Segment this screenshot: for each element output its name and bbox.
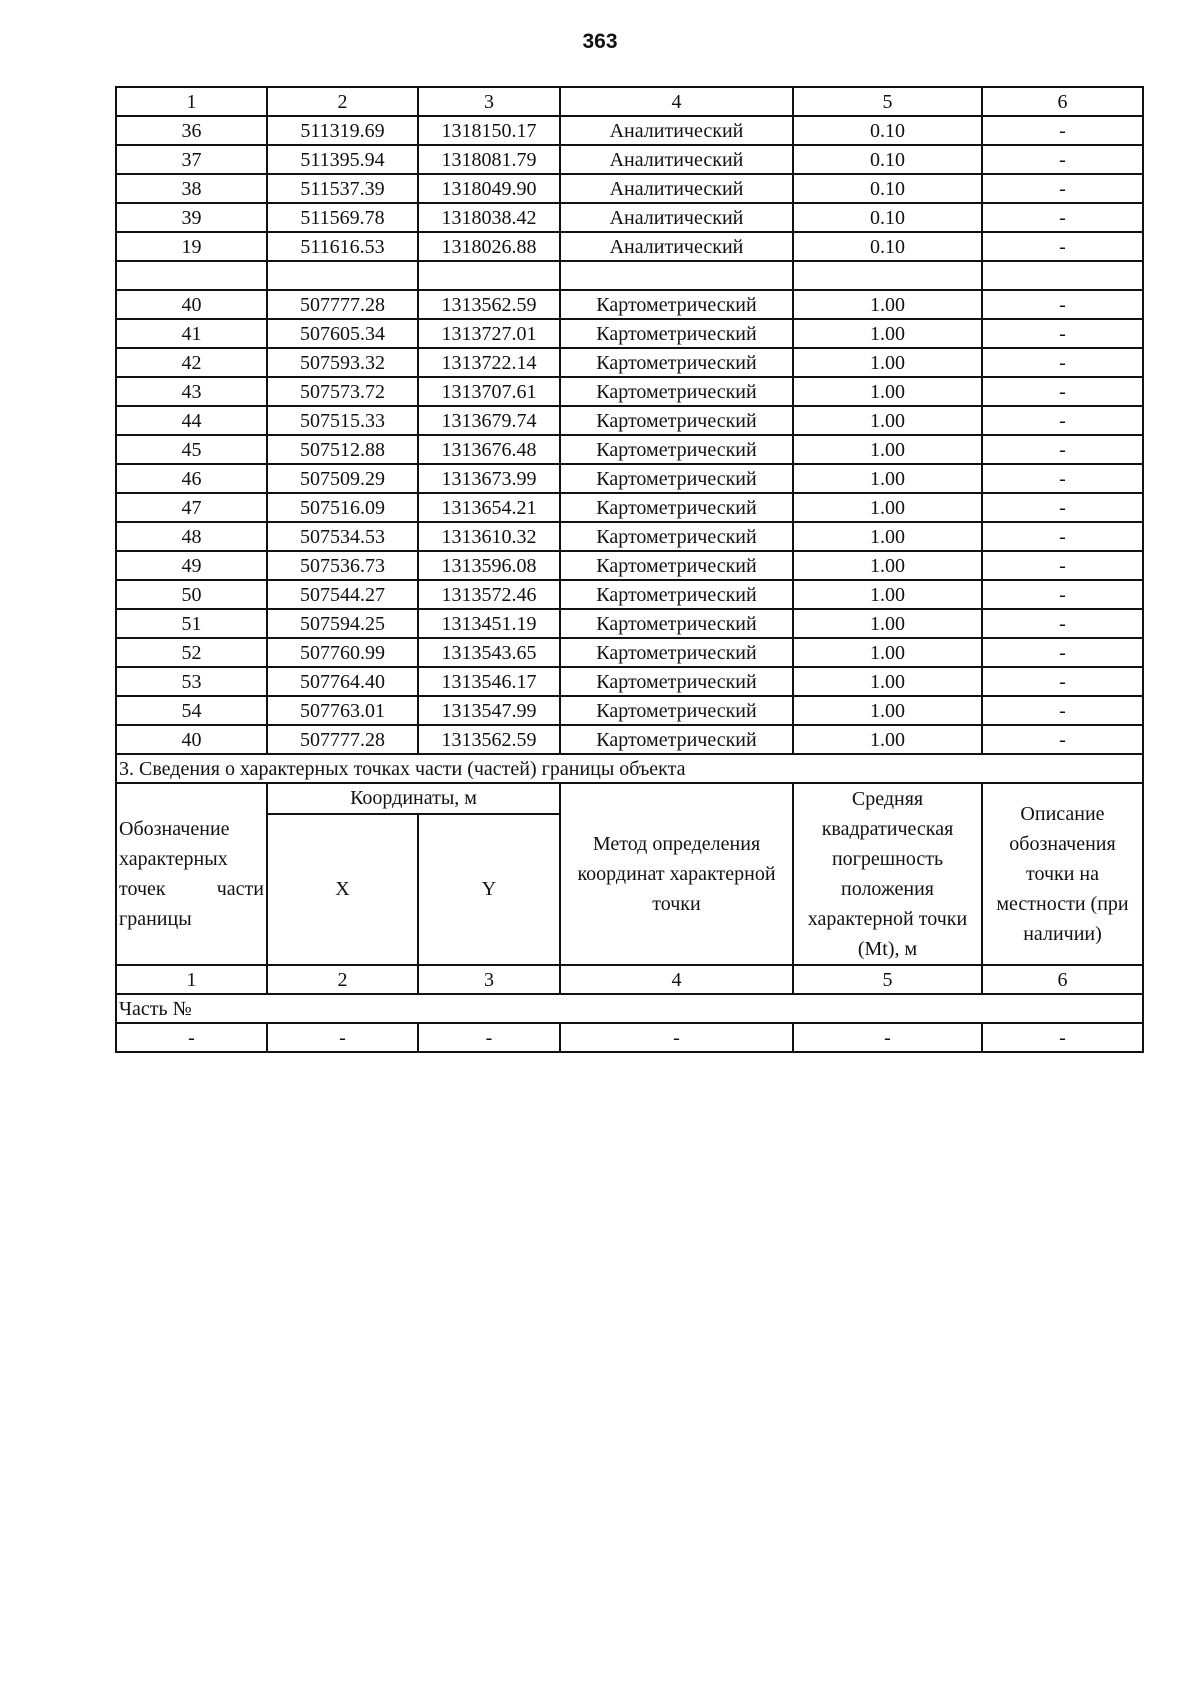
column-number: 2 bbox=[267, 87, 418, 116]
table-cell: Аналитический bbox=[560, 116, 793, 145]
table-cell: 52 bbox=[116, 638, 267, 667]
table-cell: Картометрический bbox=[560, 348, 793, 377]
table-cell: 43 bbox=[116, 377, 267, 406]
table-cell: 46 bbox=[116, 464, 267, 493]
table-row bbox=[116, 290, 1143, 319]
table-cell: 1313546.17 bbox=[418, 667, 560, 696]
table-cell: Картометрический bbox=[560, 493, 793, 522]
column-number: 4 bbox=[560, 87, 793, 116]
table-cell: - bbox=[982, 464, 1143, 493]
table-cell: 0.10 bbox=[793, 145, 982, 174]
table-cell: 507593.32 bbox=[267, 348, 418, 377]
table-cell: 1318081.79 bbox=[418, 145, 560, 174]
table-cell: 1313676.48 bbox=[418, 435, 560, 464]
table-cell: - bbox=[982, 116, 1143, 145]
table-cell: 45 bbox=[116, 435, 267, 464]
table-cell: - bbox=[982, 725, 1143, 754]
table-cell: 511537.39 bbox=[267, 174, 418, 203]
table-cell: 1313547.99 bbox=[418, 696, 560, 725]
table-cell: 1.00 bbox=[793, 551, 982, 580]
column-number: 3 bbox=[418, 87, 560, 116]
method-header: Метод определения координат характерной точки bbox=[560, 783, 793, 965]
table-cell: 48 bbox=[116, 522, 267, 551]
table-cell: 1.00 bbox=[793, 319, 982, 348]
table-cell: 38 bbox=[116, 174, 267, 203]
table-cell: Картометрический bbox=[560, 464, 793, 493]
table-row bbox=[116, 406, 1143, 435]
block1-rows bbox=[116, 116, 1143, 261]
table-cell: 1313610.32 bbox=[418, 522, 560, 551]
table-cell: 1313562.59 bbox=[418, 290, 560, 319]
table-cell: 19 bbox=[116, 232, 267, 261]
table-cell: 0.10 bbox=[793, 116, 982, 145]
table-cell: Аналитический bbox=[560, 232, 793, 261]
table-row bbox=[116, 145, 1143, 174]
table-cell: Картометрический bbox=[560, 406, 793, 435]
table-cell: - bbox=[982, 406, 1143, 435]
table-cell: 511395.94 bbox=[267, 145, 418, 174]
table-cell: Картометрический bbox=[560, 522, 793, 551]
table-cell: Аналитический bbox=[560, 174, 793, 203]
table-row bbox=[116, 116, 1143, 145]
table-cell: Аналитический bbox=[560, 203, 793, 232]
table-cell: Картометрический bbox=[560, 667, 793, 696]
table-cell: 1313654.21 bbox=[418, 493, 560, 522]
table-cell: 1318038.42 bbox=[418, 203, 560, 232]
table-cell: 507516.09 bbox=[267, 493, 418, 522]
table-cell: 40 bbox=[116, 290, 267, 319]
table-cell: 47 bbox=[116, 493, 267, 522]
empty-cell bbox=[560, 261, 793, 290]
table-cell: - bbox=[982, 203, 1143, 232]
table-cell: 511319.69 bbox=[267, 116, 418, 145]
part-cell: - bbox=[267, 1023, 418, 1052]
error-header: Средняя квадратическая погрешность положения характерной точки (Mt), м bbox=[793, 783, 982, 965]
part-label: Часть № bbox=[116, 994, 1143, 1023]
y-header: Y bbox=[418, 814, 560, 965]
table-cell: 1.00 bbox=[793, 725, 982, 754]
coordinates-table bbox=[115, 86, 1144, 1053]
table-row bbox=[116, 667, 1143, 696]
table-row bbox=[116, 435, 1143, 464]
table-row bbox=[116, 638, 1143, 667]
table-cell: 507544.27 bbox=[267, 580, 418, 609]
column-number: 4 bbox=[560, 965, 793, 994]
block2-rows bbox=[116, 290, 1143, 754]
table-cell: 1.00 bbox=[793, 377, 982, 406]
column-number: 3 bbox=[418, 965, 560, 994]
table-cell: 1318150.17 bbox=[418, 116, 560, 145]
empty-cell bbox=[267, 261, 418, 290]
empty-cell bbox=[116, 261, 267, 290]
table-cell: 507777.28 bbox=[267, 290, 418, 319]
empty-separator-row bbox=[116, 261, 1143, 290]
table-row bbox=[116, 522, 1143, 551]
empty-cell bbox=[418, 261, 560, 290]
table-row bbox=[116, 551, 1143, 580]
table-cell: 507536.73 bbox=[267, 551, 418, 580]
column-number-row bbox=[116, 87, 1143, 116]
table-cell: - bbox=[982, 609, 1143, 638]
table-cell: 1313679.74 bbox=[418, 406, 560, 435]
table-cell: - bbox=[982, 667, 1143, 696]
table-cell: 1.00 bbox=[793, 580, 982, 609]
table-cell: 1.00 bbox=[793, 696, 982, 725]
table-cell: 507605.34 bbox=[267, 319, 418, 348]
table-cell: Картометрический bbox=[560, 290, 793, 319]
table-cell: 511569.78 bbox=[267, 203, 418, 232]
table-cell: 1.00 bbox=[793, 406, 982, 435]
table-cell: 1318026.88 bbox=[418, 232, 560, 261]
table-row bbox=[116, 493, 1143, 522]
table-cell: 1.00 bbox=[793, 609, 982, 638]
table-cell: Картометрический bbox=[560, 725, 793, 754]
part-cell: - bbox=[116, 1023, 267, 1052]
table-row bbox=[116, 174, 1143, 203]
table-cell: 1.00 bbox=[793, 638, 982, 667]
table-cell: 507777.28 bbox=[267, 725, 418, 754]
empty-cell bbox=[982, 261, 1143, 290]
table-cell: 0.10 bbox=[793, 174, 982, 203]
table-cell: - bbox=[982, 580, 1143, 609]
table-cell: - bbox=[982, 348, 1143, 377]
table-cell: Картометрический bbox=[560, 580, 793, 609]
table-cell: 1.00 bbox=[793, 348, 982, 377]
table-cell: - bbox=[982, 377, 1143, 406]
part-data-row bbox=[116, 1023, 1143, 1052]
table-cell: - bbox=[982, 290, 1143, 319]
part-label-row bbox=[116, 994, 1143, 1023]
table-cell: 507764.40 bbox=[267, 667, 418, 696]
table-cell: 40 bbox=[116, 725, 267, 754]
table-cell: 1313451.19 bbox=[418, 609, 560, 638]
table-row bbox=[116, 464, 1143, 493]
table-cell: 1.00 bbox=[793, 435, 982, 464]
designation-header: Обозначение характерных точек части границы bbox=[116, 783, 267, 965]
section3-header-row bbox=[116, 783, 1143, 814]
section3-title-row bbox=[116, 754, 1143, 783]
table-cell: 1313722.14 bbox=[418, 348, 560, 377]
table-row bbox=[116, 348, 1143, 377]
table-cell: Картометрический bbox=[560, 638, 793, 667]
table-row bbox=[116, 725, 1143, 754]
table-cell: - bbox=[982, 435, 1143, 464]
table-cell: 507594.25 bbox=[267, 609, 418, 638]
table-cell: Картометрический bbox=[560, 551, 793, 580]
table-cell: 1313727.01 bbox=[418, 319, 560, 348]
part-cell: - bbox=[418, 1023, 560, 1052]
table-cell: 507509.29 bbox=[267, 464, 418, 493]
table-cell: 1313707.61 bbox=[418, 377, 560, 406]
table-cell: 53 bbox=[116, 667, 267, 696]
table-cell: - bbox=[982, 638, 1143, 667]
table-row bbox=[116, 232, 1143, 261]
table-cell: Картометрический bbox=[560, 609, 793, 638]
part-cell: - bbox=[982, 1023, 1143, 1052]
table-cell: 54 bbox=[116, 696, 267, 725]
table-cell: - bbox=[982, 696, 1143, 725]
table-cell: - bbox=[982, 174, 1143, 203]
table-row bbox=[116, 696, 1143, 725]
table-cell: Картометрический bbox=[560, 377, 793, 406]
table-cell: 507534.53 bbox=[267, 522, 418, 551]
table-cell: 44 bbox=[116, 406, 267, 435]
table-cell: Картометрический bbox=[560, 319, 793, 348]
table-row bbox=[116, 609, 1143, 638]
column-number: 5 bbox=[793, 965, 982, 994]
section3-column-number-row bbox=[116, 965, 1143, 994]
table-cell: Аналитический bbox=[560, 145, 793, 174]
section3-title: 3. Сведения о характерных точках части (частей) границы объекта bbox=[116, 754, 1143, 783]
table-cell: 36 bbox=[116, 116, 267, 145]
table-cell: - bbox=[982, 493, 1143, 522]
table-cell: 51 bbox=[116, 609, 267, 638]
page-number: 363 bbox=[582, 30, 618, 53]
table-cell: 39 bbox=[116, 203, 267, 232]
table-cell: 49 bbox=[116, 551, 267, 580]
table-cell: 41 bbox=[116, 319, 267, 348]
table-row bbox=[116, 377, 1143, 406]
table-cell: 1.00 bbox=[793, 667, 982, 696]
table-cell: - bbox=[982, 145, 1143, 174]
table-cell: 507512.88 bbox=[267, 435, 418, 464]
table-cell: 507763.01 bbox=[267, 696, 418, 725]
table-cell: Картометрический bbox=[560, 435, 793, 464]
part-cell: - bbox=[560, 1023, 793, 1052]
table-cell: 1.00 bbox=[793, 290, 982, 319]
table-cell: 1313596.08 bbox=[418, 551, 560, 580]
table-cell: - bbox=[982, 551, 1143, 580]
table-cell: 1313673.99 bbox=[418, 464, 560, 493]
coordinates-header: Координаты, м bbox=[267, 783, 560, 814]
table-cell: - bbox=[982, 522, 1143, 551]
table-cell: 37 bbox=[116, 145, 267, 174]
table-cell: Картометрический bbox=[560, 696, 793, 725]
column-number: 1 bbox=[116, 965, 267, 994]
table-cell: 1313572.46 bbox=[418, 580, 560, 609]
column-number: 1 bbox=[116, 87, 267, 116]
column-number: 6 bbox=[982, 965, 1143, 994]
table-cell: 507573.72 bbox=[267, 377, 418, 406]
table-cell: 511616.53 bbox=[267, 232, 418, 261]
column-number: 2 bbox=[267, 965, 418, 994]
table-cell: 1313543.65 bbox=[418, 638, 560, 667]
table-cell: 1318049.90 bbox=[418, 174, 560, 203]
table-cell: - bbox=[982, 232, 1143, 261]
table-cell: 1.00 bbox=[793, 522, 982, 551]
column-number: 5 bbox=[793, 87, 982, 116]
x-header: X bbox=[267, 814, 418, 965]
table-cell: - bbox=[982, 319, 1143, 348]
table-row bbox=[116, 203, 1143, 232]
table-cell: 42 bbox=[116, 348, 267, 377]
column-number: 6 bbox=[982, 87, 1143, 116]
table-cell: 50 bbox=[116, 580, 267, 609]
description-header: Описание обозначения точки на местности (при наличии) bbox=[982, 783, 1143, 965]
table-cell: 507760.99 bbox=[267, 638, 418, 667]
table-row bbox=[116, 580, 1143, 609]
empty-cell bbox=[793, 261, 982, 290]
table-cell: 0.10 bbox=[793, 232, 982, 261]
table-cell: 0.10 bbox=[793, 203, 982, 232]
table-cell: 1.00 bbox=[793, 493, 982, 522]
part-cell: - bbox=[793, 1023, 982, 1052]
table-cell: 1313562.59 bbox=[418, 725, 560, 754]
table-cell: 507515.33 bbox=[267, 406, 418, 435]
table-row bbox=[116, 319, 1143, 348]
table-cell: 1.00 bbox=[793, 464, 982, 493]
